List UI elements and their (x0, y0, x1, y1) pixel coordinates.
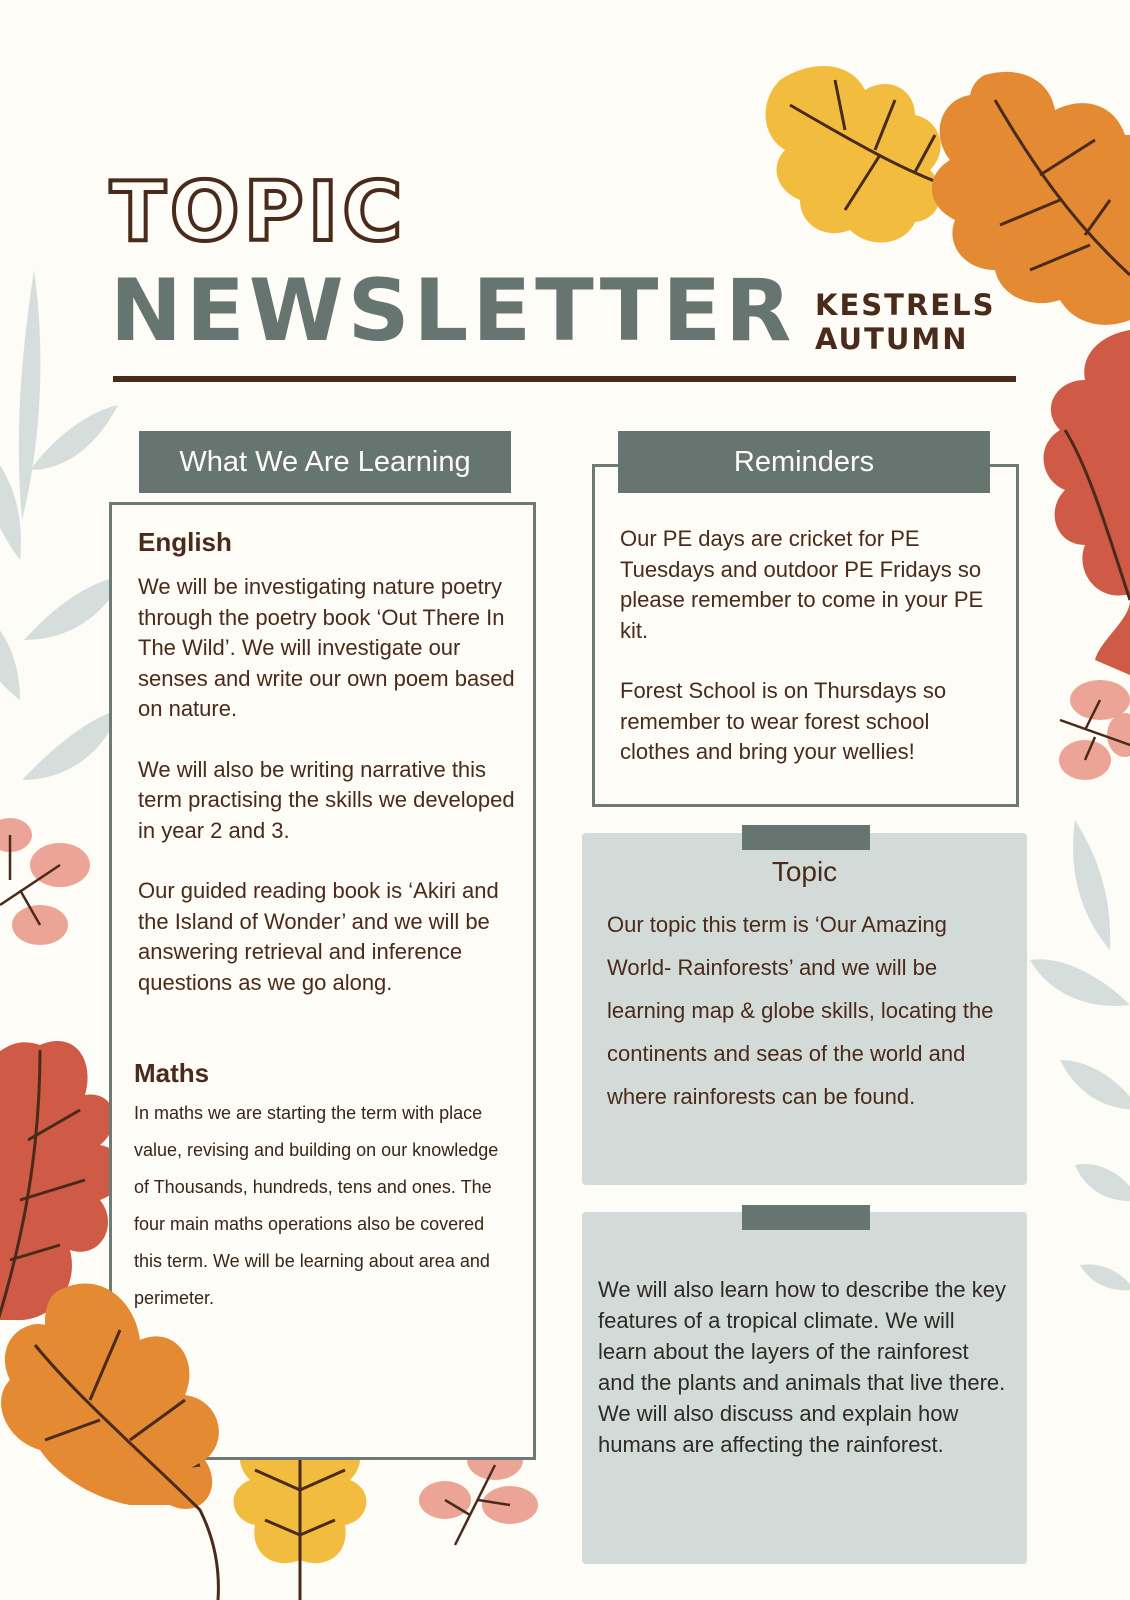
red-oak-leaf-right-icon (1044, 330, 1130, 675)
orange-oak-leaf-overlap-icon (9, 1284, 219, 1480)
pink-sprig-left-icon (0, 818, 90, 945)
orange-leaf-overlap (0, 1280, 240, 1480)
maths-heading: Maths (134, 1058, 210, 1088)
english-paragraph: We will also be writing narrative this term practising the skills we developed in year 2 and 3. (138, 756, 515, 843)
orange-oak-leaf-top-icon (932, 72, 1130, 325)
sage-branch-left-icon (0, 270, 125, 780)
english-paragraph: We will be investigating nature poetry through the poetry book ‘Out There In The Wild’. We will investigate our senses and write our own poem based on nature. (138, 574, 515, 721)
english-paragraph: Our guided reading book is ‘Akiri and the Island of Wonder’ and we will be answering retrieval and inference questions as we go along. (138, 878, 499, 995)
reminders-section (620, 524, 995, 768)
learning-tab: What We Are Learning (139, 431, 511, 493)
maths-text: In maths we are starting the term with place value, revising and building on our knowledge of Thousands, hundreds, tens and ones. The four main maths operations also be covered this term. We will be learning about area and perimeter. (134, 1103, 499, 1308)
reminder-paragraph: Our PE days are cricket for PE Tuesdays and outdoor PE Fridays so please remember to come in your PE kit. (620, 526, 984, 643)
topic-more-text: We will also learn how to describe the key features of a tropical climate. We will learn about the layers of the rainforest and the plants and animals that live there. We will also discuss and explain how humans are affecting the rainforest. (598, 1277, 1007, 1457)
title-topic: TOPIC (110, 165, 407, 260)
yellow-oak-leaf-top-icon (766, 66, 960, 242)
pink-sprig-right-icon (1059, 680, 1130, 780)
reminders-tab: Reminders (618, 431, 990, 493)
topic-more-tape (742, 1205, 870, 1230)
topic-tape (742, 825, 870, 850)
title-newsletter: NEWSLETTER (110, 261, 796, 361)
english-heading: English (138, 527, 232, 557)
topic-text: Our topic this term is ‘Our Amazing World- Rainforests’ and we will be learning map & globe skills, locating the continents and seas of the world and where rainforests can be found. (607, 912, 994, 1109)
term-name: AUTUMN (815, 322, 969, 356)
reminder-paragraph: Forest School is on Thursdays so remember to wear forest school clothes and bring your wellies! (620, 678, 947, 764)
sage-branch-right-icon (1030, 820, 1130, 1290)
title-divider (113, 376, 1016, 382)
topic-title: Topic (771, 856, 838, 887)
class-term-label (815, 288, 995, 356)
english-section (138, 527, 518, 998)
maths-section (134, 1058, 514, 1317)
class-name: KESTRELS (815, 288, 996, 322)
